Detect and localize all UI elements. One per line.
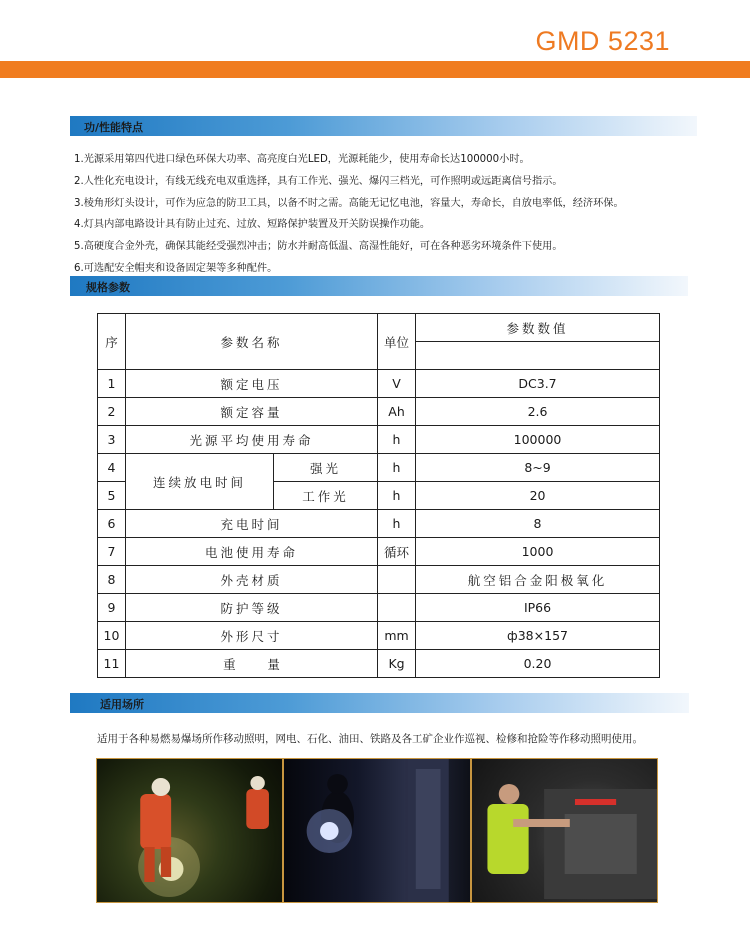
feature-item: 2.人性化充电设计，有线无线充电双重选择，具有工作光、强光、爆闪三档光，可作照明或远距离信号指示。 [74,175,563,187]
feature-item: 3.棱角形灯头设计，可作为应急的防卫工具，以备不时之需。高能无记忆电池，容量大，寿命长，自放电率低，经济环保。 [74,197,624,209]
table-row [98,622,660,650]
table-row [98,650,660,678]
row-unit: Ah [378,398,416,426]
feature-item: 4.灯具内部电路设计具有防止过充、过放、短路保护装置及开关防误操作功能。 [74,219,431,231]
table-row [98,510,660,538]
row-name: 光源平均使用寿命 [126,426,378,454]
row-no: 5 [98,482,126,510]
row-value: IP66 [416,594,660,622]
header-no: 序 [98,314,126,370]
row-value: 航空铝合金阳极氧化 [416,566,660,594]
row-unit: h [378,510,416,538]
row-value: 0.20 [416,650,660,678]
row-no: 10 [98,622,126,650]
row-name: 额定电压 [126,370,378,398]
photo-engine-inspection [472,759,657,902]
feature-item: 5.高硬度合金外壳，确保其能经受强烈冲击；防水并耐高低温、高湿性能好，可在各种恶劣环境条件下使用。 [74,241,563,253]
row-name: 外形尺寸 [126,622,378,650]
row-no: 9 [98,594,126,622]
spec-table [97,313,660,678]
header-value-blank [416,342,660,370]
row-name: 电池使用寿命 [126,538,378,566]
photo-corridor-light [284,759,469,902]
row-no: 11 [98,650,126,678]
row-value: ф38×157 [416,622,660,650]
row-value: 20 [416,482,660,510]
feature-item: 6.可选配安全帽夹和设备固定架等多种配件。 [74,262,278,274]
row-name: 重 量 [126,650,378,678]
row-no: 8 [98,566,126,594]
feature-item: 1.光源采用第四代进口绿色环保大功率、高亮度白光LED，光源耗能少，使用寿命长达100000小时。 [74,154,530,165]
row-value: DC3.7 [416,370,660,398]
row-no: 2 [98,398,126,426]
specs-section-title: 规格参数 [86,281,130,294]
specs-section-bar [70,276,688,296]
table-row [98,454,660,482]
usage-section-title: 适用场所 [100,698,144,711]
row-unit [378,594,416,622]
row-unit: Kg [378,650,416,678]
row-no: 1 [98,370,126,398]
header-param-name: 参数名称 [126,314,378,370]
row-no: 4 [98,454,126,482]
row-sub-name: 工作光 [274,482,378,510]
usage-photo-strip [96,758,658,903]
row-value: 8~9 [416,454,660,482]
features-section-bar [70,116,697,136]
row-name: 额定容量 [126,398,378,426]
row-name: 外壳材质 [126,566,378,594]
row-unit: h [378,482,416,510]
row-value: 2.6 [416,398,660,426]
row-value: 8 [416,510,660,538]
table-row [98,370,660,398]
usage-section-bar [70,693,689,713]
header-unit: 单位 [378,314,416,370]
row-name: 防护等级 [126,594,378,622]
row-unit: V [378,370,416,398]
row-unit: 循环 [378,538,416,566]
row-value: 1000 [416,538,660,566]
row-value: 100000 [416,426,660,454]
table-row [98,566,660,594]
row-unit [378,566,416,594]
header-accent-bar [0,61,750,78]
row-no: 7 [98,538,126,566]
row-no: 6 [98,510,126,538]
row-group-name: 连续放电时间 [126,454,274,510]
table-row [98,426,660,454]
features-list [74,149,714,280]
table-row [98,538,660,566]
row-sub-name: 强光 [274,454,378,482]
model-number: GMD 5231 [535,26,670,56]
row-unit: h [378,426,416,454]
row-name: 充电时间 [126,510,378,538]
photo-rescue-workers [97,759,282,902]
row-no: 3 [98,426,126,454]
table-row [98,594,660,622]
header-param-value: 参数数值 [416,314,660,342]
row-unit: mm [378,622,416,650]
usage-description: 适用于各种易燃易爆场所作移动照明，网电、石化、油田、铁路及各工矿企业作巡视、检修和抢险等作移动照明使用。 [97,733,643,745]
features-section-title: 功/性能特点 [84,121,144,134]
row-unit: h [378,454,416,482]
table-row [98,398,660,426]
